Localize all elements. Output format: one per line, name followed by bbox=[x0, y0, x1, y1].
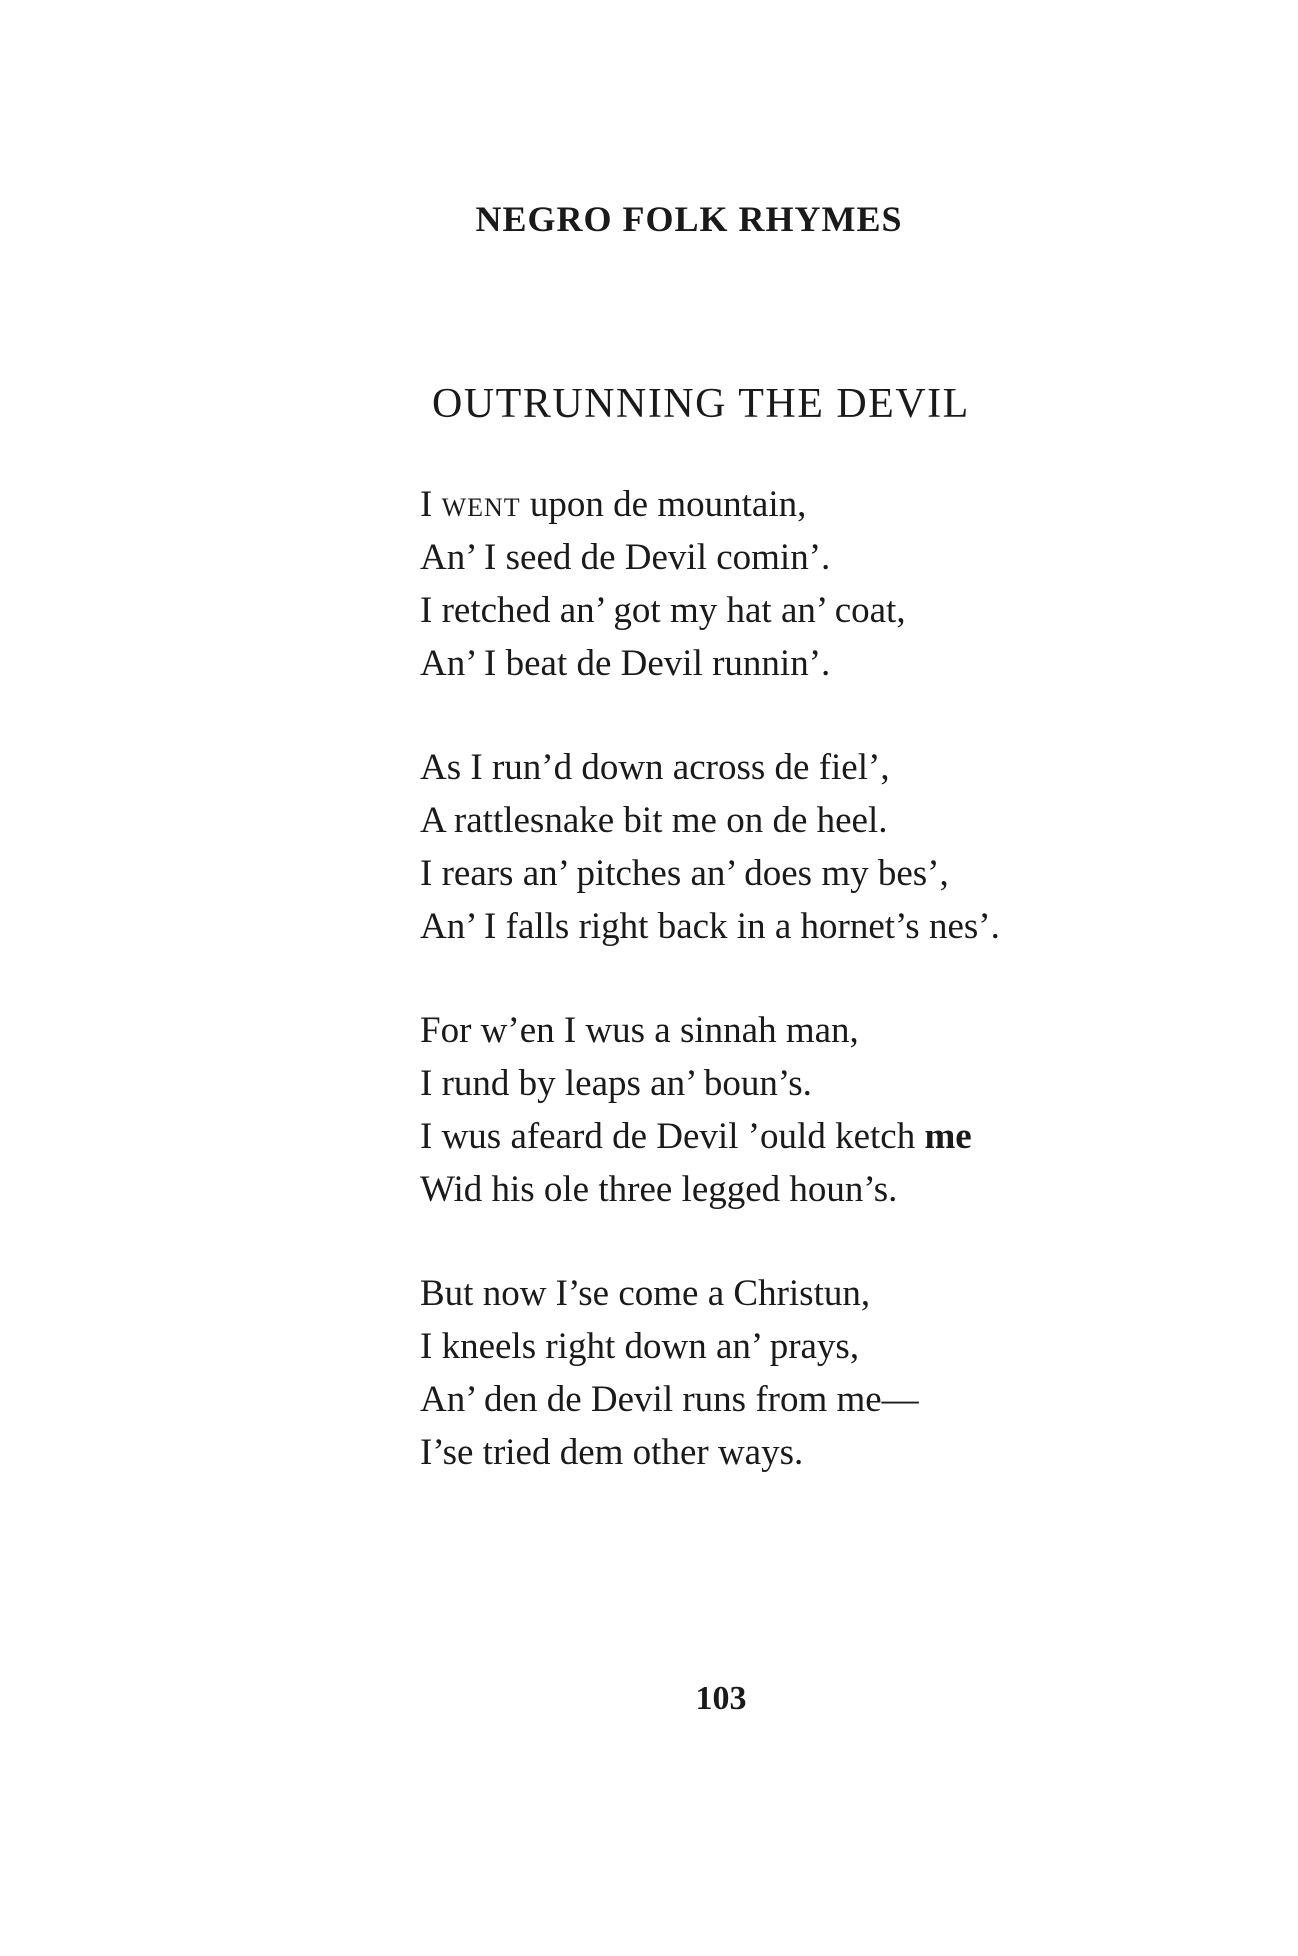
stanza-1 bbox=[420, 478, 1220, 690]
line-rest: upon de mountain, bbox=[520, 484, 807, 525]
poem-line: I retched an’ got my hat an’ coat, bbox=[420, 590, 906, 631]
bold-word: me bbox=[924, 1116, 972, 1157]
poem-line: I’se tried dem other ways. bbox=[420, 1432, 804, 1473]
stanza-3 bbox=[420, 1004, 1220, 1216]
stanza-4 bbox=[420, 1267, 1220, 1479]
poem-line: An’ I seed de Devil comin’. bbox=[420, 537, 831, 578]
poem-line: Wid his ole three legged houn’s. bbox=[420, 1169, 898, 1210]
poem-line: An’ I beat de Devil runnin’. bbox=[420, 643, 831, 684]
running-head: NEGRO FOLK RHYMES bbox=[475, 199, 903, 239]
poem-line: A rattlesnake bit me on de heel. bbox=[420, 800, 888, 841]
poem-line bbox=[420, 1110, 1220, 1163]
stanza-2 bbox=[420, 741, 1220, 953]
poem-line: As I run’d down across de fiel’, bbox=[420, 747, 890, 788]
poem-line: I rund by leaps an’ boun’s. bbox=[420, 1063, 812, 1104]
poem-line: I rears an’ pitches an’ does my bes’, bbox=[420, 853, 949, 894]
poem-title: OUTRUNNING THE DEVIL bbox=[432, 381, 970, 427]
poem-line: But now I’se come a Christun, bbox=[420, 1273, 871, 1314]
small-caps-word: went bbox=[441, 484, 521, 525]
poem-line: For w’en I wus a sinnah man, bbox=[420, 1010, 859, 1051]
poem-line: An’ I falls right back in a hornet’s nes’. bbox=[420, 906, 1000, 947]
poem-body bbox=[420, 478, 1220, 1530]
page-number: 103 bbox=[695, 1680, 747, 1717]
poem-line: I kneels right down an’ prays, bbox=[420, 1326, 860, 1367]
poem-line bbox=[420, 478, 1220, 531]
line-lead: I bbox=[420, 484, 442, 525]
line-lead: I wus afeard de Devil ’ould ketch bbox=[420, 1116, 925, 1157]
poem-line: An’ den de Devil runs from me— bbox=[420, 1379, 919, 1420]
